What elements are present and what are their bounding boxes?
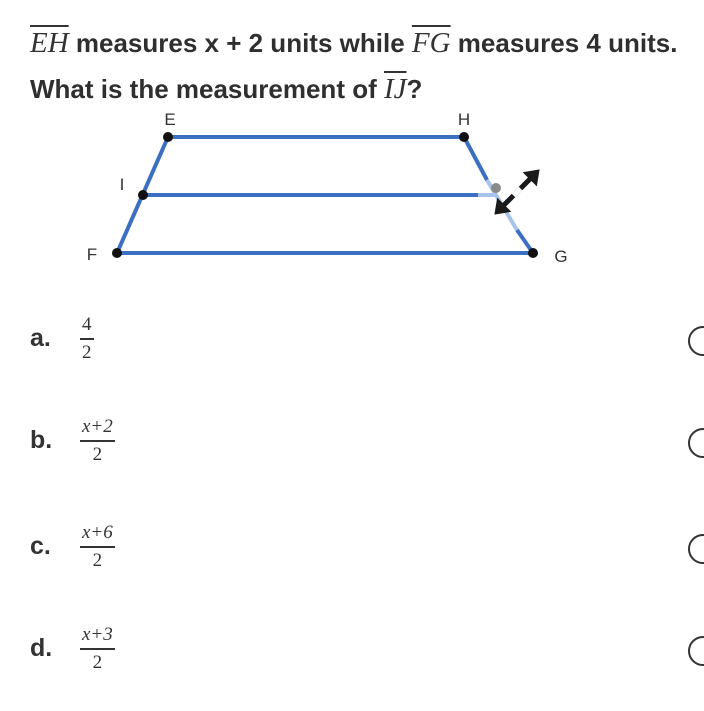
option-b-numerator: x+2 (82, 416, 113, 437)
option-a[interactable] (30, 312, 704, 372)
label-h: H (457, 110, 471, 129)
fraction-bar (80, 338, 94, 340)
option-c[interactable] (30, 520, 704, 580)
point-g (528, 248, 538, 258)
fraction-bar (80, 648, 115, 650)
option-c-denominator: 2 (92, 549, 103, 571)
option-b[interactable] (30, 414, 704, 474)
point-i (138, 190, 148, 200)
fraction-bar (80, 440, 115, 442)
segment-eh: $\overline{EH}$ (30, 27, 69, 59)
label-e: E (164, 110, 176, 129)
option-c-letter: c. (30, 532, 51, 560)
option-a-radio[interactable] (688, 326, 704, 356)
point-h (459, 132, 469, 142)
question-part-2: measures 4 units. What is the measurement of (30, 28, 678, 104)
option-d[interactable] (30, 622, 704, 682)
right-side-upper (464, 137, 487, 180)
option-d-radio[interactable] (688, 636, 704, 666)
label-i: I (119, 175, 125, 194)
option-a-letter: a. (30, 324, 51, 352)
option-b-radio[interactable] (688, 428, 704, 458)
option-a-denominator: 2 (82, 341, 92, 363)
label-g: G (554, 247, 568, 266)
option-b-denominator: 2 (92, 443, 103, 465)
option-d-letter: d. (30, 634, 53, 662)
option-c-fraction (80, 522, 115, 572)
option-c-radio[interactable] (688, 534, 704, 564)
fraction-bar (80, 546, 115, 548)
option-d-numerator: x+3 (82, 624, 113, 645)
point-j[interactable] (491, 183, 501, 193)
segment-ij: $\overline{IJ}$ (383, 73, 407, 105)
option-d-denominator: 2 (92, 651, 103, 673)
option-c-numerator: x+6 (82, 522, 113, 543)
option-a-numerator: 4 (82, 314, 92, 335)
option-d-fraction (80, 624, 115, 674)
option-a-fraction (80, 314, 94, 364)
option-b-letter: b. (30, 426, 53, 454)
question-part-1: measures x + 2 units while (68, 28, 412, 58)
trapezoid-figure (0, 100, 704, 280)
label-f: F (86, 245, 98, 264)
option-b-fraction (80, 416, 115, 466)
question-text (30, 20, 690, 112)
question-part-3: ? (406, 74, 423, 104)
point-e (163, 132, 173, 142)
segment-fg: $\overline{FG}$ (411, 27, 451, 59)
point-f (112, 248, 122, 258)
